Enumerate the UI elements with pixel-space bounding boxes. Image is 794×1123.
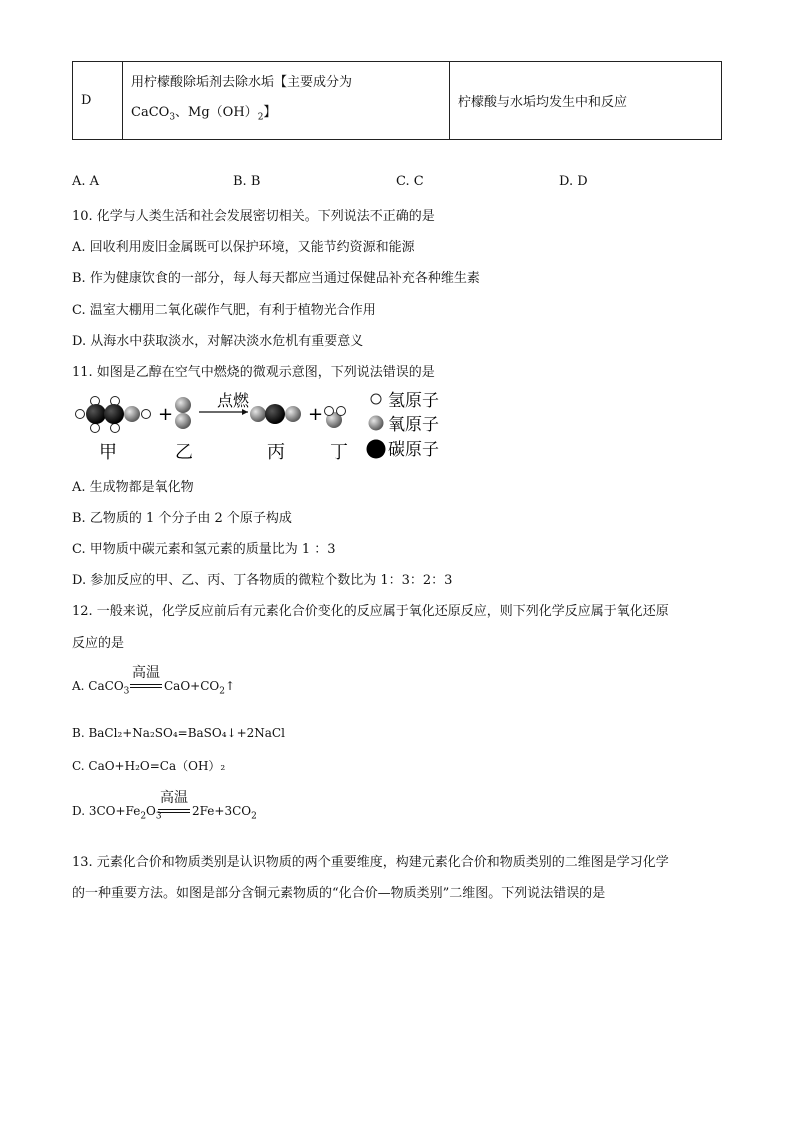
legend-carbon-label: 碳原子 — [388, 440, 439, 460]
legend-oxygen-icon — [369, 416, 384, 431]
label-jia: 甲 — [99, 442, 117, 463]
molecule-jia — [76, 397, 151, 433]
q12-stem-line1: 12. 一般来说，化学反应前后有元素化合价变化的反应属于氧化还原反应，则下列化学反应属于氧化还原 — [72, 604, 669, 619]
hydrogen-atom — [325, 407, 334, 416]
plus-sign: + — [308, 404, 324, 425]
q11-option-b: B. 乙物质的 1 个分子由 2 个原子构成 — [72, 511, 292, 526]
legend-hydrogen-icon — [371, 394, 381, 404]
equals-bar-top — [158, 809, 190, 810]
row-answer: 柠檬酸与水垢均发生中和反应 — [450, 62, 722, 140]
hydrogen-atom — [142, 410, 151, 419]
oxygen-atom — [124, 406, 140, 422]
carbon-atom — [104, 404, 124, 424]
row-letter: D — [73, 62, 123, 140]
options-table — [72, 61, 722, 140]
molecule-bing — [250, 404, 301, 424]
label-yi: 乙 — [175, 442, 193, 463]
q12-a-condition: 高温 — [132, 665, 160, 681]
hydrogen-atom — [76, 410, 85, 419]
oxygen-atom — [250, 406, 266, 422]
legend-carbon-icon — [367, 440, 386, 459]
row-question-line2: CaCO$_3$、$Mg(OH)_2$】 — [131, 105, 277, 123]
q9-option-b: B. B — [233, 174, 261, 189]
label-ding: 丁 — [330, 442, 348, 463]
q12-option-b: B. BaCl₂+Na₂SO₄=BaSO₄↓+2NaCl — [72, 726, 285, 740]
q10-option-c: C. 温室大棚用二氧化碳作气肥，有利于植物光合作用 — [72, 303, 376, 318]
q12-stem-line2: 反应的是 — [72, 636, 125, 651]
hydrogen-atom — [111, 424, 120, 433]
q9-option-c: C. C — [396, 174, 424, 189]
plus-sign: + — [158, 404, 174, 425]
row-question-line1: 用柠檬酸除垢剂去除水垢【主要成分为 — [131, 75, 353, 90]
q9-option-d: D. D — [559, 174, 588, 189]
q11-option-a: A. 生成物都是氧化物 — [72, 480, 194, 495]
equals-bar-bottom — [130, 687, 162, 688]
molecule-ding — [325, 407, 346, 429]
q10-option-a: A. 回收利用废旧金属既可以保护环境，又能节约资源和能源 — [72, 240, 415, 255]
molecule-yi — [175, 397, 191, 429]
q12-d-condition: 高温 — [160, 790, 188, 806]
hydrogen-atom — [91, 424, 100, 433]
equals-bar-top — [130, 684, 162, 685]
carbon-atom — [86, 404, 106, 424]
label-bing: 丙 — [267, 442, 285, 463]
q12-option-c: C. CaO+H₂O=Ca（OH）₂ — [72, 759, 226, 773]
legend — [367, 391, 440, 460]
row-question — [123, 62, 450, 140]
q9-option-a: A. A — [72, 174, 100, 189]
legend-oxygen-label: 氧原子 — [388, 415, 439, 435]
table-row — [73, 62, 722, 140]
q13-line2: 的一种重要方法。如图是部分含铜元素物质的“化合价—物质类别”二维图。下列说法错误的是 — [72, 886, 606, 901]
equals-bar-bottom — [158, 812, 190, 813]
q11-option-c: C. 甲物质中碳元素和氢元素的质量比为 1 ：3 — [72, 542, 336, 557]
legend-hydrogen-label: 氢原子 — [388, 391, 439, 411]
oxygen-atom — [285, 406, 301, 422]
q11-stem: 11. 如图是乙醇在空气中燃烧的微观示意图，下列说法错误的是 — [72, 365, 435, 380]
q10-option-d: D. 从海水中获取淡水，对解决淡水危机有重要意义 — [72, 334, 364, 349]
reaction-condition: 点燃 — [217, 391, 250, 410]
q11-option-d: D. 参加反应的甲、乙、丙、丁各物质的微粒个数比为 1：3：2：3 — [72, 573, 453, 588]
hydrogen-atom — [337, 407, 346, 416]
oxygen-atom — [175, 397, 191, 413]
oxygen-atom — [175, 413, 191, 429]
carbon-atom — [265, 404, 285, 424]
q10-stem: 10. 化学与人类生活和社会发展密切相关。下列说法不正确的是 — [72, 209, 435, 224]
q13-line1: 13. 元素化合价和物质类别是认识物质的两个重要维度，构建元素化合价和物质类别的二维图是学习化学 — [72, 855, 669, 870]
q10-option-b: B. 作为健康饮食的一部分，每人每天都应当通过保健品补充各种维生素 — [72, 271, 480, 286]
ethanol-combustion-diagram — [72, 388, 462, 468]
